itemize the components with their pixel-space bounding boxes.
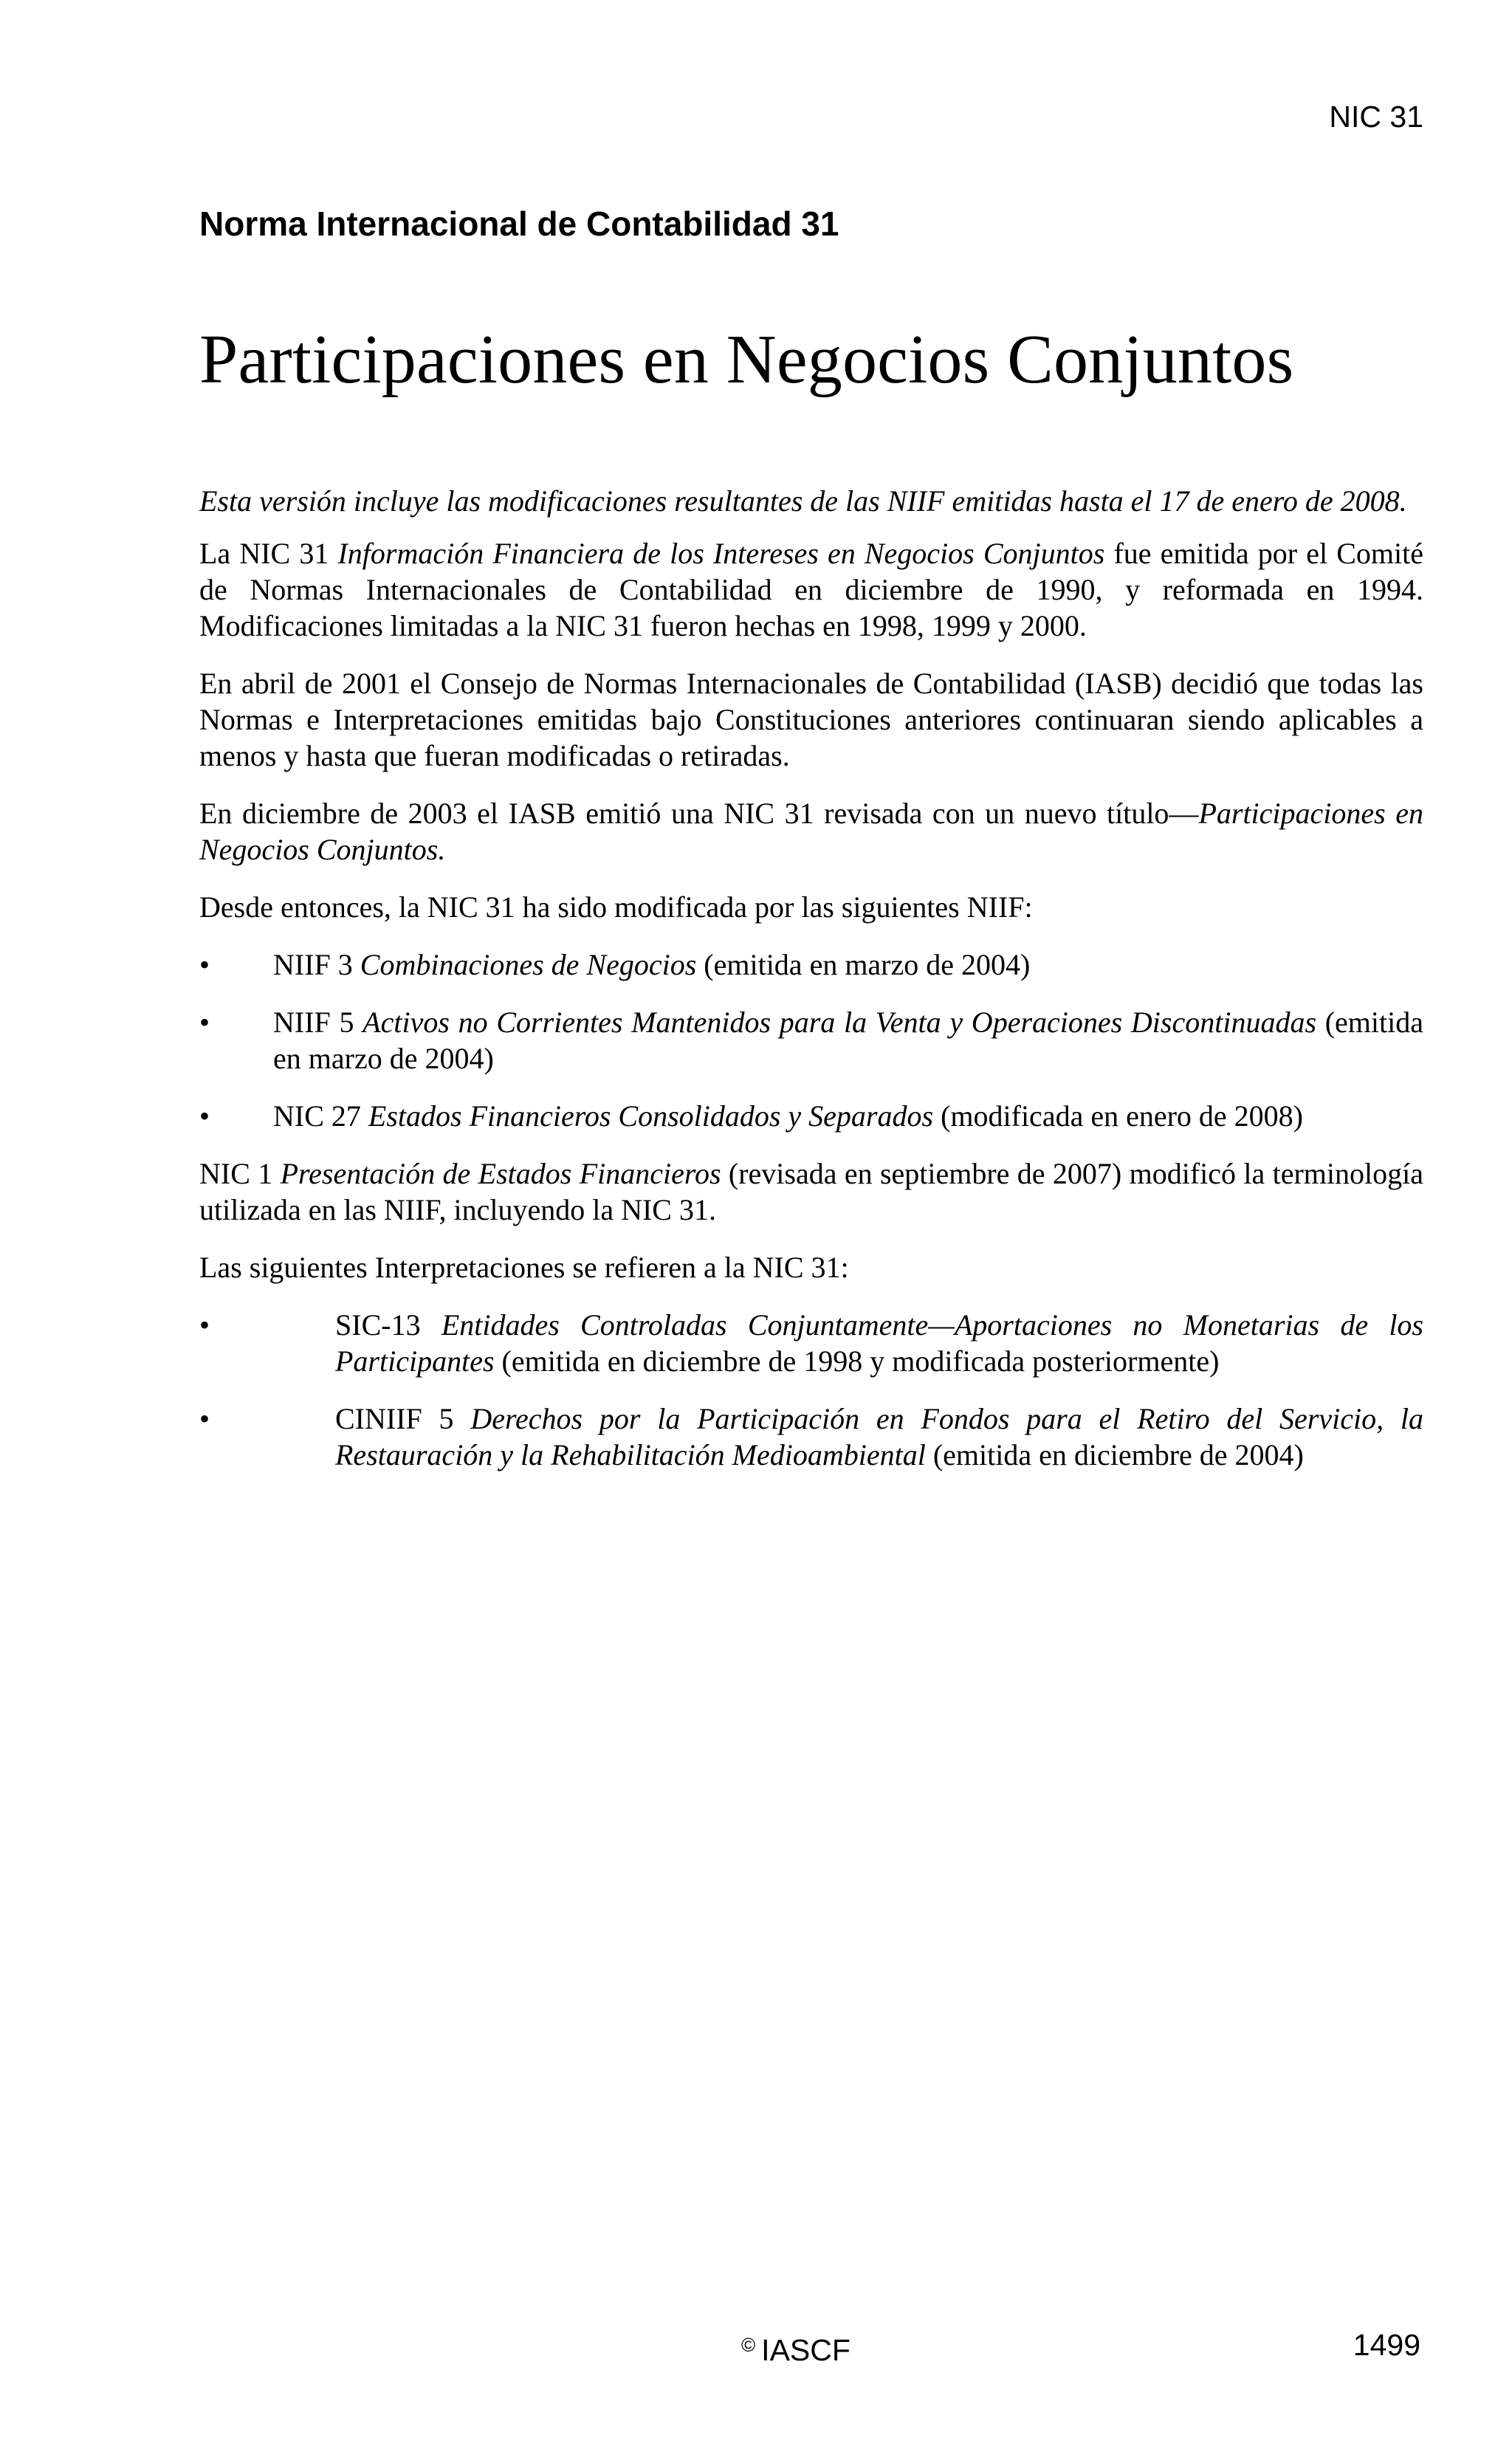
history-paragraph-4: Desde entonces, la NIC 31 ha sido modificada por las siguientes NIIF: xyxy=(199,890,1033,924)
version-note-text: Esta versión incluye las modificaciones resultantes de las NIIF emitidas hasta el 17 de enero de 2008. xyxy=(199,484,1407,518)
interpretations-intro: Las siguientes Interpretaciones se refieren a la NIC 31: xyxy=(199,1251,849,1284)
text-run: NIIF 3 xyxy=(273,948,360,981)
document-body xyxy=(199,483,1423,1494)
text-run: (emitida en diciembre de 2004) xyxy=(925,1438,1304,1471)
bullet-marker: • xyxy=(199,1308,210,1342)
ias1-paragraph xyxy=(199,1155,1423,1228)
amendment-title: Estados Financieros Consolidados y Separados xyxy=(368,1099,934,1133)
history-paragraph-1 xyxy=(199,535,1423,644)
standard-label: Norma Internacional de Contabilidad 31 xyxy=(199,205,839,243)
copyright-icon: © xyxy=(741,2334,756,2356)
bullet-marker: • xyxy=(199,1006,210,1039)
standard-original-title: Información Financiera de los Intereses en Negocios Conjuntos xyxy=(337,537,1105,570)
amendment-item xyxy=(199,1004,1423,1076)
text-run: (emitida en diciembre de 1998 y modificada posteriormente) xyxy=(494,1344,1220,1378)
page-title: Participaciones en Negocios Conjuntos xyxy=(199,321,1294,398)
copyright-holder: IASCF xyxy=(761,2333,850,2367)
text-run: NIIF 5 xyxy=(273,1006,363,1039)
text-run: En diciembre de 2003 el IASB emitió una NIC 31 revisada con un nuevo título— xyxy=(199,797,1199,830)
bullet-marker: • xyxy=(199,948,210,981)
text-run: (revisada en septiembre de 2007) modificó la terminología utilizada en las NIIF, incluyendo la NIC 31. xyxy=(199,1157,1423,1226)
interpretation-item xyxy=(199,1401,1423,1473)
copyright-notice xyxy=(741,2327,850,2368)
text-run: NIC 27 xyxy=(273,1099,368,1133)
history-paragraph-2: En abril de 2001 el Consejo de Normas Internacionales de Contabilidad (IASB) decidió que todas las Normas e Interpretaciones emitidas bajo Constituciones anteriores continuaran siendo aplicables a menos y hasta que fueran modificadas o retiradas. xyxy=(199,667,1423,772)
interpretation-title: Entidades Controladas Conjuntamente—Aportaciones no Monetarias de los Participantes xyxy=(335,1308,1423,1378)
text-run: (emitida en marzo de 2004) xyxy=(273,1006,1423,1075)
bullet-marker: • xyxy=(199,1099,210,1133)
amendment-item xyxy=(199,1098,1423,1134)
text-run: NIC 1 xyxy=(199,1157,281,1190)
text-run: fue emitida por el Comité de Normas Internacionales de Contabilidad en diciembre de 1990, y reformada en 1994. Modificaciones limitadas a la NIC 31 fueron hechas en 1998, 1999 y 2000. xyxy=(199,537,1424,642)
interpretation-title: Derechos por la Participación en Fondos para el Retiro del Servicio, la Restauración y la Rehabilitación Medioambiental xyxy=(335,1402,1423,1471)
amendment-item xyxy=(199,947,1423,983)
page-number: 1499 xyxy=(1353,2328,1420,2362)
text-run: (emitida en marzo de 2004) xyxy=(696,948,1031,981)
text-run: SIC-13 xyxy=(335,1308,441,1342)
running-head: NIC 31 xyxy=(1329,100,1423,134)
version-note xyxy=(199,483,1423,519)
ias1-title: Presentación de Estados Financieros xyxy=(280,1157,721,1190)
standard-new-title: Participaciones en Negocios Conjuntos. xyxy=(199,797,1423,866)
amendment-title: Activos no Corrientes Mantenidos para la Venta y Operaciones Discontinuadas xyxy=(362,1006,1317,1039)
text-run: La NIC 31 xyxy=(199,537,338,570)
text-run: (modificada en enero de 2008) xyxy=(933,1099,1303,1133)
text-run: CINIIF 5 xyxy=(335,1402,471,1435)
amendment-title: Combinaciones de Negocios xyxy=(360,948,697,981)
bullet-marker: • xyxy=(199,1402,210,1435)
history-paragraph-3 xyxy=(199,795,1423,868)
interpretation-item xyxy=(199,1307,1423,1379)
